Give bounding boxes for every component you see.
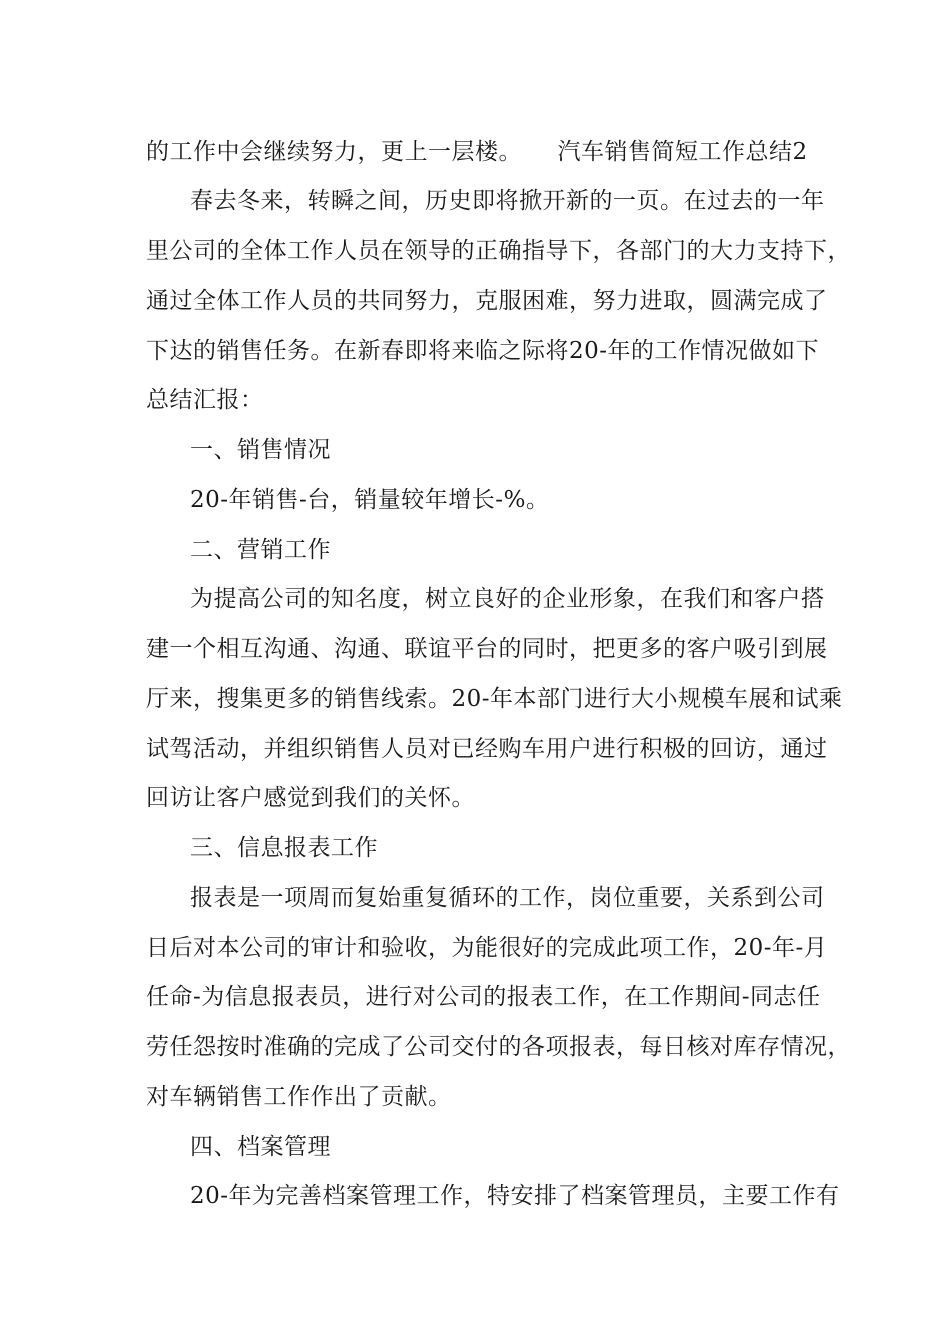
text-line: 对车辆销售工作作出了贡献。 xyxy=(146,1084,452,1110)
section-heading: 四、档案管理 xyxy=(190,1134,331,1160)
paragraph-line: 20-年为完善档案管理工作，特安排了档案管理员，主要工作有 xyxy=(190,1183,840,1209)
text-line: 日后对本公司的审计和验收，为能很好的完成此项工作，20-年-月 xyxy=(146,935,828,961)
section-heading: 一、销售情况 xyxy=(190,437,331,463)
text-line: 劳任怨按时准确的完成了公司交付的各项报表，每日核对库存情况， xyxy=(146,1034,851,1060)
text-line: 建一个相互沟通、沟通、联谊平台的同时，把更多的客户吸引到展 xyxy=(146,636,828,662)
text-line: 下达的销售任务。在新春即将来临之际将20-年的工作情况做如下 xyxy=(146,338,820,364)
section-heading: 二、营销工作 xyxy=(190,537,331,563)
paragraph-line: 报表是一项周而复始重复循环的工作，岗位重要，关系到公司 xyxy=(190,885,825,911)
paragraph-line: 为提高公司的知名度，树立良好的企业形象，在我们和客户搭 xyxy=(190,586,825,612)
text-line: 试驾活动，并组织销售人员对已经购车用户进行积极的回访，通过 xyxy=(146,736,828,762)
text-line: 厅来，搜集更多的销售线索。20-年本部门进行大小规模车展和试乘 xyxy=(146,686,843,712)
text-line: 任命-为信息报表员，进行对公司的报表工作，在工作期间-同志任 xyxy=(146,984,821,1010)
text-line: 的工作中会继续努力，更上一层楼。 汽车销售简短工作总结2 xyxy=(146,139,808,165)
section-heading: 三、信息报表工作 xyxy=(190,835,378,861)
text-line: 总结汇报： xyxy=(146,387,264,413)
text-line: 通过全体工作人员的共同努力，克服困难，努力进取，圆满完成了 xyxy=(146,288,828,314)
text-line: 回访让客户感觉到我们的关怀。 xyxy=(146,785,475,811)
text-line: 里公司的全体工作人员在领导的正确指导下，各部门的大力支持下， xyxy=(146,238,851,264)
paragraph-line: 春去冬来，转瞬之间，历史即将掀开新的一页。在过去的一年 xyxy=(190,188,825,214)
paragraph-line: 20-年销售-台，销量较年增长-%。 xyxy=(190,487,550,513)
